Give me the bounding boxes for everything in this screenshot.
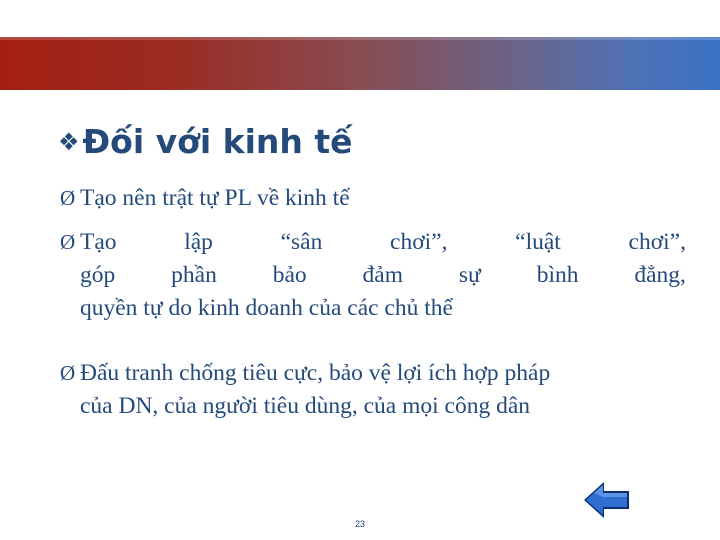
bullet-word: lập	[184, 229, 213, 255]
bullet-word: sự	[458, 262, 481, 288]
back-button[interactable]	[582, 479, 632, 521]
bullet-word: “sân	[280, 229, 323, 255]
bullet-item-3	[60, 357, 686, 423]
back-arrow-icon	[582, 479, 632, 521]
bullet-line	[60, 226, 686, 259]
bullet-word: đảm	[362, 262, 404, 288]
bullet-word: bảo	[272, 262, 307, 288]
bullet-text: Tạo nên trật tự PL về kinh tế	[80, 185, 350, 211]
bullet-word: góp	[80, 262, 116, 288]
bullet-line	[80, 259, 686, 292]
title-text: Đối với kinh tế	[82, 122, 353, 161]
bullet-word: chơi”,	[390, 229, 448, 255]
bullet-line: quyền tự do kinh doanh của các chủ thể	[80, 295, 453, 321]
header-gradient-band	[0, 37, 720, 90]
bullet-word: “luật	[515, 229, 561, 255]
page-number: 23	[355, 519, 366, 529]
arrow-bullet-icon: Ø	[60, 361, 76, 385]
arrow-bullet-icon: Ø	[60, 230, 76, 254]
bullet-item-2	[60, 226, 686, 325]
diamond-bullet-icon: ❖	[58, 128, 80, 156]
bullet-item-1	[60, 182, 350, 215]
bullet-word: bình	[536, 262, 579, 288]
bullet-word: đẳng,	[634, 262, 686, 288]
bullet-word: chơi”,	[628, 229, 686, 255]
slide-title	[58, 122, 353, 161]
bullet-word: phần	[171, 262, 217, 288]
bullet-line: Ø Đấu tranh chống tiêu cực, bảo vệ lợi ích hợp pháp	[60, 357, 686, 390]
bullet-line: của DN, của người tiêu dùng, của mọi công dân	[80, 393, 530, 419]
arrow-bullet-icon: Ø	[60, 186, 76, 210]
bullet-word: Ø Tạo	[60, 226, 117, 259]
